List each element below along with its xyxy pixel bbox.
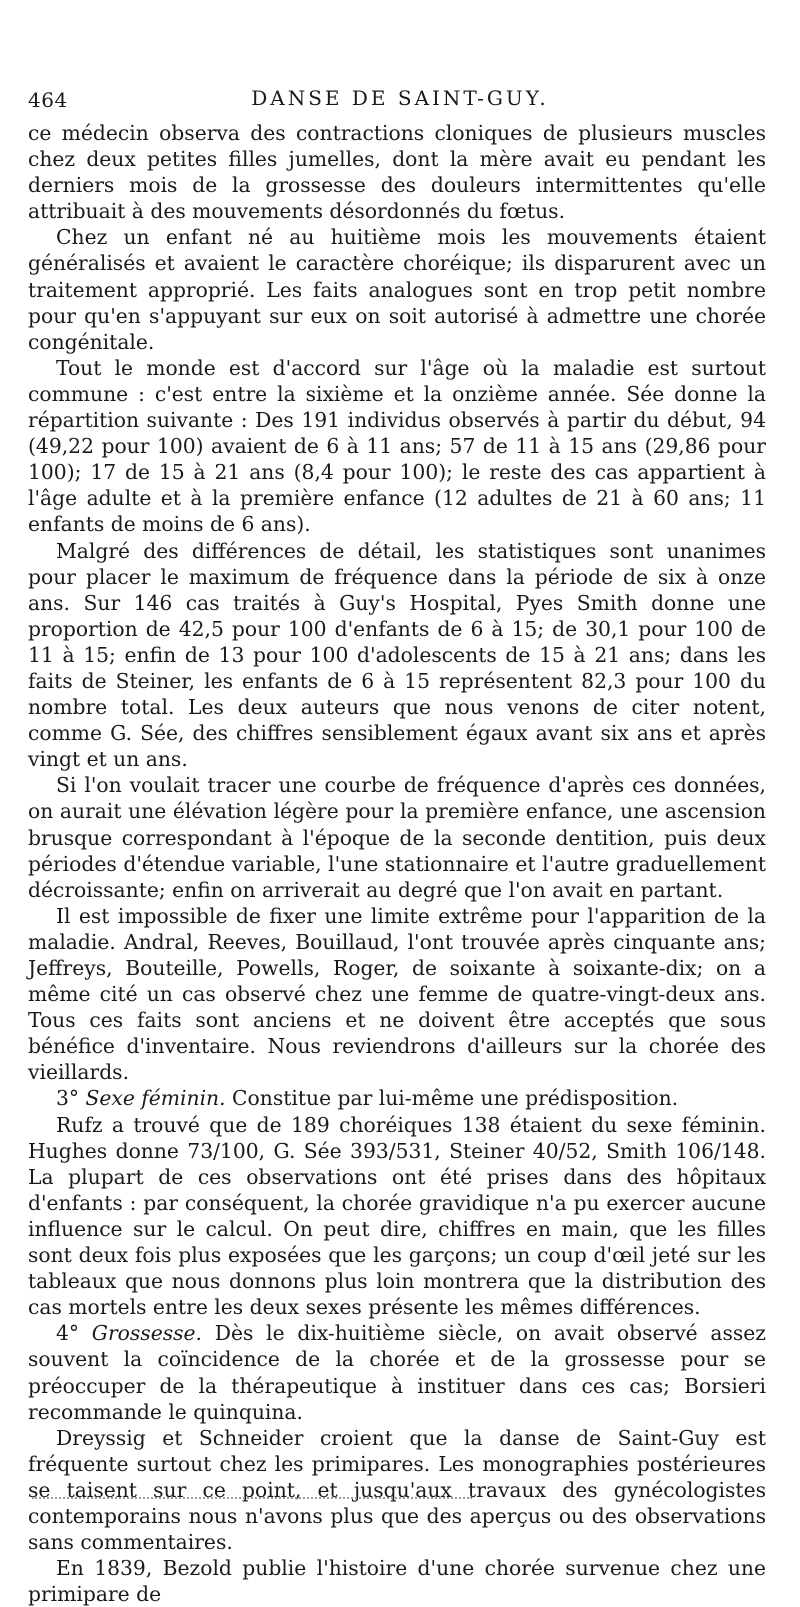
section-title: Sexe féminin. [85,1086,226,1111]
footer-dotted-rule [32,1497,472,1499]
section-title: Grossesse. [91,1321,202,1346]
section-number: 3° [56,1086,86,1111]
section-number: 4° [56,1321,92,1346]
section-sexe-feminin [28,1085,766,1111]
paragraph: Chez un enfant né au huitième mois les mouvements étaient généralisés et avaient le caractère choréique; ils disparurent avec un traitement approprié. Les faits analogues sont en trop petit nombre pour qu'en s'appuyant sur eux on soit autorisé à admettre une chorée congénitale. [28,225,766,354]
section-grossesse [28,1320,766,1424]
page-number: 464 [28,88,68,112]
paragraph: Dreyssig et Schneider croient que la danse de Saint-Guy est fréquente surtout chez les primipares. Les monographies postérieures se taisent sur ce point, et jusqu'aux travaux des gynécologistes contemporains nous n'avons plus que des aperçus ou des observations sans commentaires. [28,1425,766,1555]
paragraph: Tout le monde est d'accord sur l'âge où la maladie est surtout commune : c'est entre la sixième et la onzième année. Sée donne la répartition suivante : Des 191 individus observés à partir du début, 94 (49,22 pour 100) avaient de 6 à 11 ans; 57 de 11 à 15 ans (29,86 pour 100); 17 de 15 à 21 ans (8,4 pour 100); le reste des cas appartient à l'âge adulte et à la première enfance (12 adultes de 21 à 60 ans; 11 enfants de moins de 6 ans). [28,355,766,537]
running-head: DANSE DE SAINT-GUY. [251,86,549,110]
paragraph: Malgré des différences de détail, les statistiques sont unanimes pour placer le maximum de fréquence dans la période de six à onze ans. Sur 146 cas traités à Guy's Hospital, Pyes Smith donne une proportion de 42,5 pour 100 d'enfants de 6 à 15; de 30,1 pour 100 de 11 à 15; enfin de 13 pour 100 d'adolescents de 15 à 21 ans; dans les faits de Steiner, les enfants de 6 à 15 représentent 82,3 pour 100 du nombre total. Les deux auteurs que nous venons de citer notent, comme G. Sée, des chiffres sensiblement égaux avant six ans et après vingt et un ans. [28,538,766,772]
paragraph: Si l'on voulait tracer une courbe de fréquence d'après ces données, on aurait une élévation légère pour la première enfance, une ascension brusque correspondant à l'époque de la seconde dentition, puis deux périodes d'étendue variable, l'une stationnaire et l'autre graduellement décroissante; enfin on arriverait au degré que l'on avait en partant. [28,773,766,902]
paragraph: Il est impossible de fixer une limite extrême pour l'apparition de la maladie. Andral, Reeves, Bouillaud, l'ont trouvée après cinquante ans; Jeffreys, Bouteille, Powells, Roger, de soixante à soixante-dix; on a même cité un cas observé chez une femme de quatre-vingt-deux ans. Tous ces faits sont anciens et ne doivent être acceptés que sous bénéfice d'inventaire. Nous reviendrons d'ailleurs sur la chorée des vieillards. [28,903,766,1085]
paragraph: En 1839, Bezold publie l'histoire d'une chorée survenue chez une primipare de [28,1556,766,1607]
body-text [28,120,766,1607]
paragraph: ce médecin observa des contractions cloniques de plusieurs muscles chez deux petites filles jumelles, dont la mère avait eu pendant les derniers mois de la grossesse des douleurs intermittentes qu'elle attribuait à des mouvements désordonnés du fœtus. [28,121,766,224]
paragraph: Rufz a trouvé que de 189 choréiques 138 étaient du sexe féminin. Hughes donne 73/100, G. Sée 393/531, Steiner 40/52, Smith 106/148. La plupart de ces observations ont été prises dans des hôpitaux d'enfants : par conséquent, la chorée gravidique n'a pu exercer aucune influence sur le calcul. On peut dire, chiffres en main, que les filles sont deux fois plus exposées que les garçons; un coup d'œil jeté sur les tableaux que nous donnons plus loin montrera que la distribution des cas mortels entre les deux sexes présente les mêmes différences. [28,1112,766,1320]
section-text: Dès le dix-huitième siècle, on avait observé assez souvent la coïncidence de la chorée et de la grossesse pour se préoccuper de la thérapeutique à instituer dans ces cas; Borsieri recommande le quinquina. [28,1321,766,1424]
section-text: Constitue par lui-même une prédisposition. [225,1086,679,1111]
